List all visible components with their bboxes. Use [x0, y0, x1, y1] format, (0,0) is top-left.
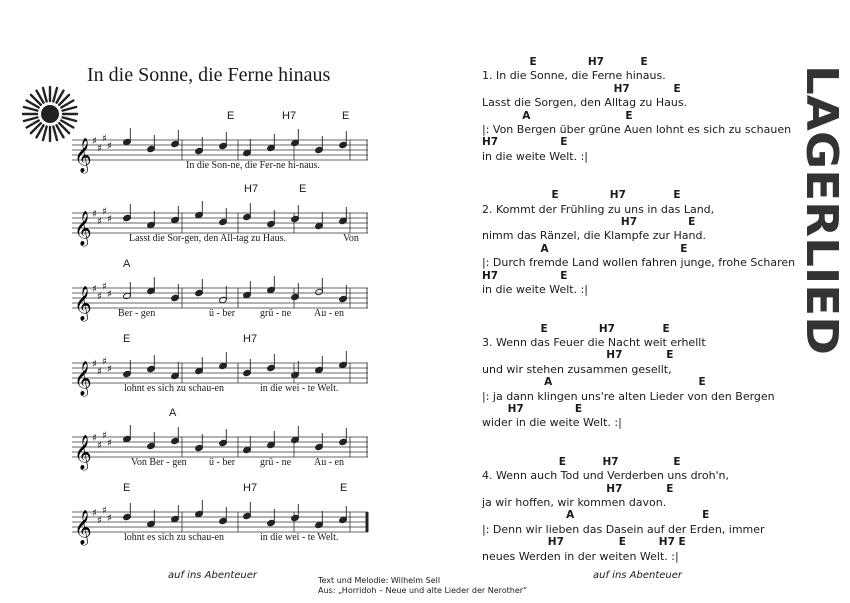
sharp-icon: ♯	[107, 513, 112, 524]
staff-chord: E	[299, 183, 307, 195]
sharp-icon: ♯	[107, 438, 112, 449]
sharp-icon: ♯	[102, 281, 107, 293]
verses-block	[482, 56, 795, 589]
lyric-text: lohnt es sich zu schau-en	[124, 383, 224, 394]
sharp-icon: ♯	[92, 508, 97, 519]
staff-chord: H7	[243, 482, 258, 494]
side-title	[777, 60, 847, 360]
verse-chord-line: H7 E	[482, 136, 568, 149]
lyric-text: ü - ber	[209, 457, 236, 468]
staff-system	[72, 258, 372, 328]
sharp-icon: ♯	[97, 143, 102, 155]
lyric-text: Lasst die Sor-gen, den All-tag zu Haus.	[129, 233, 286, 244]
lyric-text: lohnt es sich zu schau-en	[124, 532, 224, 543]
sharp-icon: ♯	[102, 505, 107, 517]
sharp-icon: ♯	[102, 356, 107, 368]
sharp-icon: ♯	[92, 359, 97, 370]
staff-chord: A	[169, 407, 177, 419]
treble-clef-icon: 𝄞	[74, 138, 92, 173]
verse-chord-line: E H7 E	[482, 322, 670, 335]
verse-text-line: nimm das Ränzel, die Klampfe zur Hand.	[482, 229, 706, 243]
sharp-icon: ♯	[97, 291, 102, 303]
sharp-icon: ♯	[102, 133, 107, 145]
staff-chord: H7	[244, 183, 259, 195]
treble-clef-icon: 𝄞	[74, 286, 92, 321]
verse-text-line: |: Von Bergen über grüne Auen lohnt es sich zu schauen	[482, 123, 792, 137]
lyric-text: Von	[343, 233, 359, 244]
staff-chord: E	[342, 110, 350, 122]
verse-chord-line: A E	[482, 376, 706, 389]
verse-chord-line: H7 E	[482, 349, 674, 362]
verse-chord-line: E H7 E	[482, 56, 648, 68]
verse-chord-line: H7 E H7 E	[482, 536, 686, 549]
credit-line-1: Text und Melodie: Wilhelm Sell	[318, 576, 441, 585]
lyric-text: in die wei - te Welt.	[260, 383, 339, 394]
verse-text-line: und wir stehen zusammen gesellt,	[482, 362, 672, 376]
sharp-icon: ♯	[107, 289, 112, 300]
staff-system	[72, 407, 372, 477]
verse-2	[482, 189, 795, 296]
verse-chord-line: H7 E	[482, 482, 674, 495]
verse-chord-line: H7 E	[482, 402, 583, 415]
brand-right: auf ins Abenteuer	[593, 570, 683, 581]
treble-clef-icon: 𝄞	[74, 361, 92, 396]
verse-text-line: wider in die weite Welt. :|	[482, 416, 622, 430]
staff-chord: E	[123, 482, 131, 494]
credits	[318, 576, 527, 596]
staff-system	[72, 183, 372, 253]
lyric-text: Von Ber - gen	[131, 457, 187, 468]
lyric-text: in die wei - te Welt.	[260, 532, 339, 543]
verse-text-line: Lasst die Sorgen, den Alltag zu Haus.	[482, 96, 688, 110]
sharp-icon: ♯	[92, 284, 97, 295]
song-title: In die Sonne, die Ferne hinaus	[87, 64, 331, 86]
verse-chord-line: E H7 E	[482, 189, 681, 202]
verse-text-line: 2. Kommt der Frühling zu uns in das Land,	[482, 202, 715, 216]
lyric-text: Au - en	[314, 308, 344, 319]
verse-text-line: in die weite Welt. :|	[482, 283, 588, 297]
sharp-icon: ♯	[97, 440, 102, 452]
sharp-icon: ♯	[97, 515, 102, 527]
verse-chord-line: A E	[482, 109, 633, 122]
verse-text-line: |: Denn wir lieben das Dasein auf der Erden, immer	[482, 522, 765, 536]
staff-system	[72, 110, 372, 180]
staff-chord: A	[123, 258, 131, 270]
verse-4	[482, 456, 795, 563]
staff-chord: E	[340, 482, 348, 494]
lyric-text: Ber - gen	[118, 308, 156, 319]
treble-clef-icon: 𝄞	[74, 510, 92, 545]
sharp-icon: ♯	[102, 430, 107, 442]
lyric-text: Au - en	[314, 457, 344, 468]
verse-text-line: ja wir hoffen, wir kommen davon.	[482, 495, 667, 509]
sharp-icon: ♯	[107, 214, 112, 225]
sharp-icon: ♯	[97, 366, 102, 378]
lyric-text: grü - ne	[260, 308, 292, 319]
sharp-icon: ♯	[92, 209, 97, 220]
sharp-icon: ♯	[97, 216, 102, 228]
staff-system	[72, 482, 372, 552]
staff-system	[72, 333, 372, 403]
sun-logo-icon	[20, 84, 80, 144]
verse-chord-line: H7 E	[482, 82, 681, 95]
svg-text:LAGERLIED: LAGERLIED	[796, 65, 847, 339]
credit-line-2: Aus: „Horridoh – Neue und alte Lieder der Nerother“	[318, 586, 528, 595]
sharp-icon: ♯	[92, 433, 97, 444]
verse-1	[482, 56, 795, 163]
verse-chord-line: A E	[482, 242, 688, 255]
treble-clef-icon: 𝄞	[74, 211, 92, 246]
verse-text-line: 4. Wenn auch Tod und Verderben uns droh'n,	[482, 469, 730, 483]
staff-chord: E	[227, 110, 235, 122]
staff-chord: E	[123, 333, 131, 345]
verse-text-line: |: Durch fremde Land wollen fahren junge, frohe Scharen	[482, 256, 796, 270]
lyric-text: ü - ber	[209, 308, 236, 319]
verse-chord-line: H7 E	[482, 269, 568, 282]
verse-chord-line: H7 E	[482, 216, 696, 229]
sharp-icon: ♯	[107, 141, 112, 152]
verse-text-line: neues Werden in der weiten Welt. :|	[482, 549, 679, 563]
brand-left: auf ins Abenteuer	[168, 570, 258, 581]
staff-chord: H7	[243, 333, 258, 345]
treble-clef-icon: 𝄞	[74, 435, 92, 470]
sharp-icon: ♯	[107, 364, 112, 375]
verse-chord-line: A E	[482, 509, 710, 522]
verse-text-line: 1. In die Sonne, die Ferne hinaus.	[482, 69, 666, 83]
sharp-icon: ♯	[102, 206, 107, 218]
sharp-icon: ♯	[92, 136, 97, 147]
verse-text-line: 3. Wenn das Feuer die Nacht weit erhellt	[482, 335, 706, 349]
staff-chord: H7	[282, 110, 297, 122]
verse-text-line: in die weite Welt. :|	[482, 149, 588, 163]
verse-chord-line: E H7 E	[482, 455, 681, 468]
lyric-text: In die Son-ne, die Fer-ne hi-naus.	[186, 160, 320, 171]
verse-3	[482, 323, 795, 430]
lyric-text: grü - ne	[260, 457, 292, 468]
verse-text-line: |: ja dann klingen uns're alten Lieder von den Bergen	[482, 389, 775, 403]
